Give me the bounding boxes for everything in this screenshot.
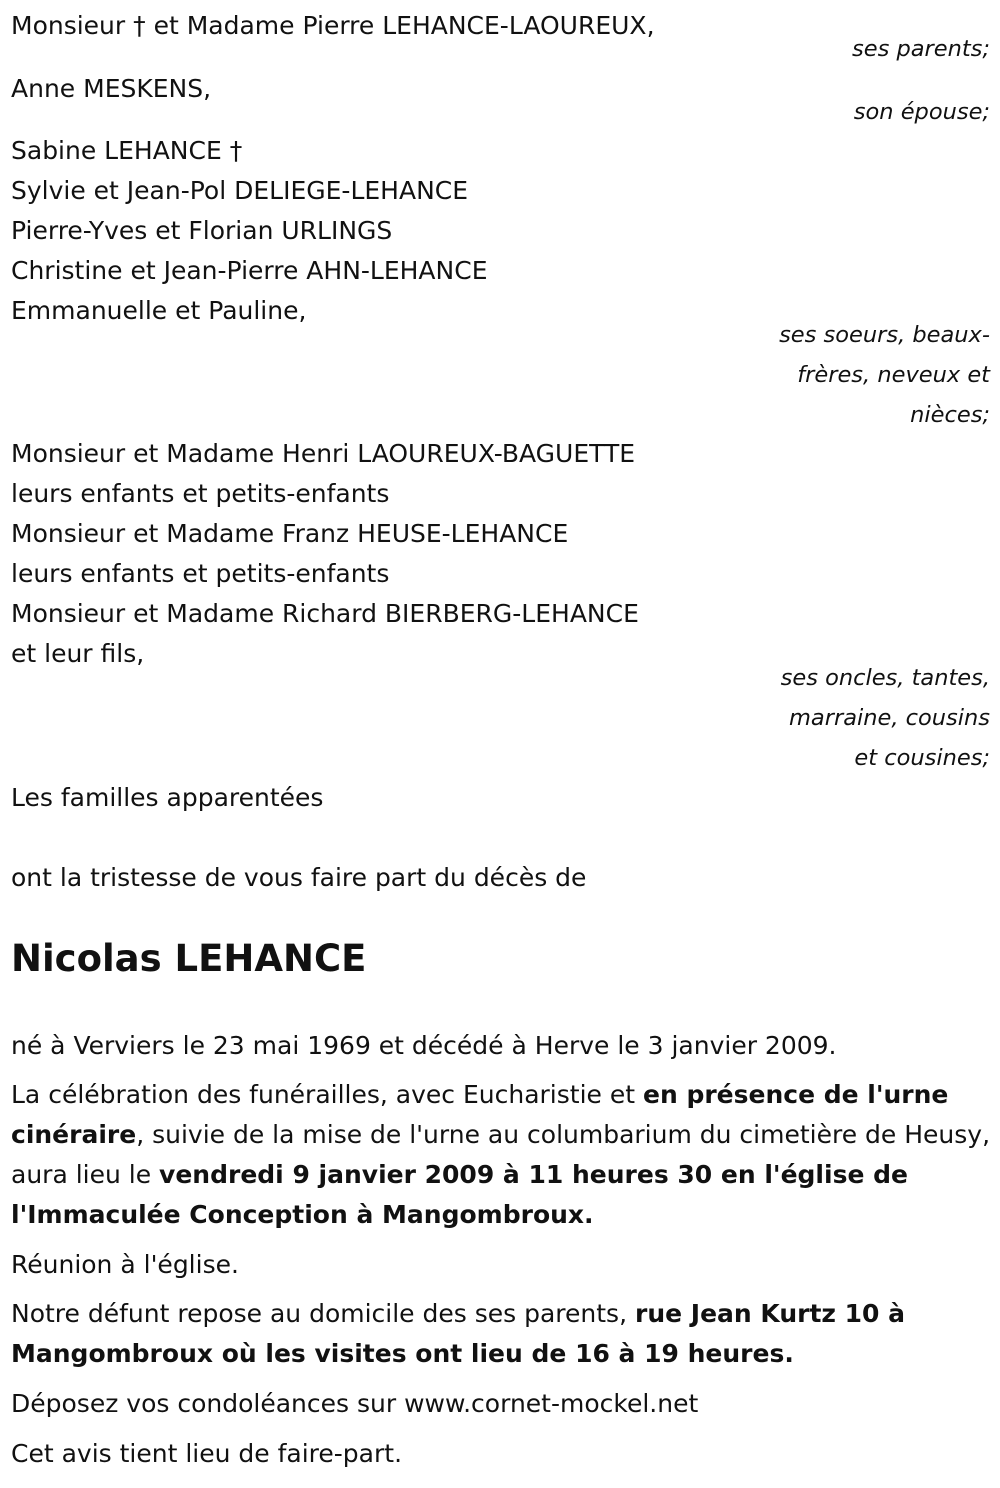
relative-line: Monsieur et Madame Richard BIERBERG-LEHANCE [11, 599, 639, 628]
sibling-line: Sylvie et Jean-Pol DELIEGE-LEHANCE [11, 176, 469, 205]
sibling-line: Pierre-Yves et Florian URLINGS [11, 216, 393, 245]
meeting-note: Réunion à l'église. [11, 1250, 239, 1279]
related-families: Les familles apparentées [11, 783, 324, 812]
announcement: ont la tristesse de vous faire part du décès de [11, 863, 587, 892]
cross-icon: † [133, 11, 146, 40]
parents-text-b: et Madame Pierre LEHANCE-LAOUREUX, [153, 11, 655, 40]
sibling-line: Emmanuelle et Pauline, [11, 296, 307, 325]
uncles-role: marraine, cousins [788, 705, 990, 731]
sibling-line: Christine et Jean-Pierre AHN-LEHANCE [11, 256, 488, 285]
spouse-role: son épouse; [853, 99, 990, 125]
funeral-paragraph [11, 1075, 993, 1235]
sibling-line [11, 131, 242, 171]
relative-line: Monsieur et Madame Franz HEUSE-LEHANCE [11, 519, 569, 548]
funeral-bold-1: en présence de l'urne cinéraire [11, 1080, 949, 1149]
deceased-name: Nicolas LEHANCE [11, 937, 367, 980]
relative-line: leurs enfants et petits-enfants [11, 479, 390, 508]
parents-line [11, 6, 655, 46]
funeral-bold-2: vendredi 9 janvier 2009 à 11 heures 30 en l'église de l'Immaculée Conception à Mangombroux. [11, 1160, 908, 1229]
siblings-role: nièces; [910, 402, 990, 428]
parents-role: ses parents; [852, 36, 990, 62]
siblings-role: ses soeurs, beaux- [779, 322, 990, 348]
parents-text-a: Monsieur [11, 11, 126, 40]
closing-line: Cet avis tient lieu de faire-part. [11, 1439, 403, 1468]
funeral-text-2: , suivie de la mise de l'urne au columbarium du cimetière de Heusy, aura lieu le [11, 1120, 991, 1189]
relative-line: leurs enfants et petits-enfants [11, 559, 390, 588]
relative-line: Monsieur et Madame Henri LAOUREUX-BAGUETTE [11, 439, 636, 468]
sibling-name: Sabine LEHANCE [11, 136, 222, 165]
cross-icon: † [229, 136, 243, 165]
condolences-line: Déposez vos condoléances sur www.cornet-mockel.net [11, 1389, 699, 1418]
siblings-role: frères, neveux et [797, 362, 990, 388]
repose-bold: rue Jean Kurtz 10 à Mangombroux où les visites ont lieu de 16 à 19 heures. [11, 1299, 906, 1368]
funeral-text-1: La célébration des funérailles, avec Eucharistie et [11, 1080, 643, 1109]
uncles-role: ses oncles, tantes, [780, 665, 990, 691]
repose-paragraph [11, 1294, 993, 1374]
uncles-role: et cousines; [854, 745, 990, 771]
repose-text: Notre défunt repose au domicile des ses parents, [11, 1299, 635, 1328]
birth-death: né à Verviers le 23 mai 1969 et décédé à Herve le 3 janvier 2009. [11, 1031, 837, 1060]
spouse-name: Anne MESKENS, [11, 74, 212, 103]
relative-line: et leur fils, [11, 639, 145, 668]
